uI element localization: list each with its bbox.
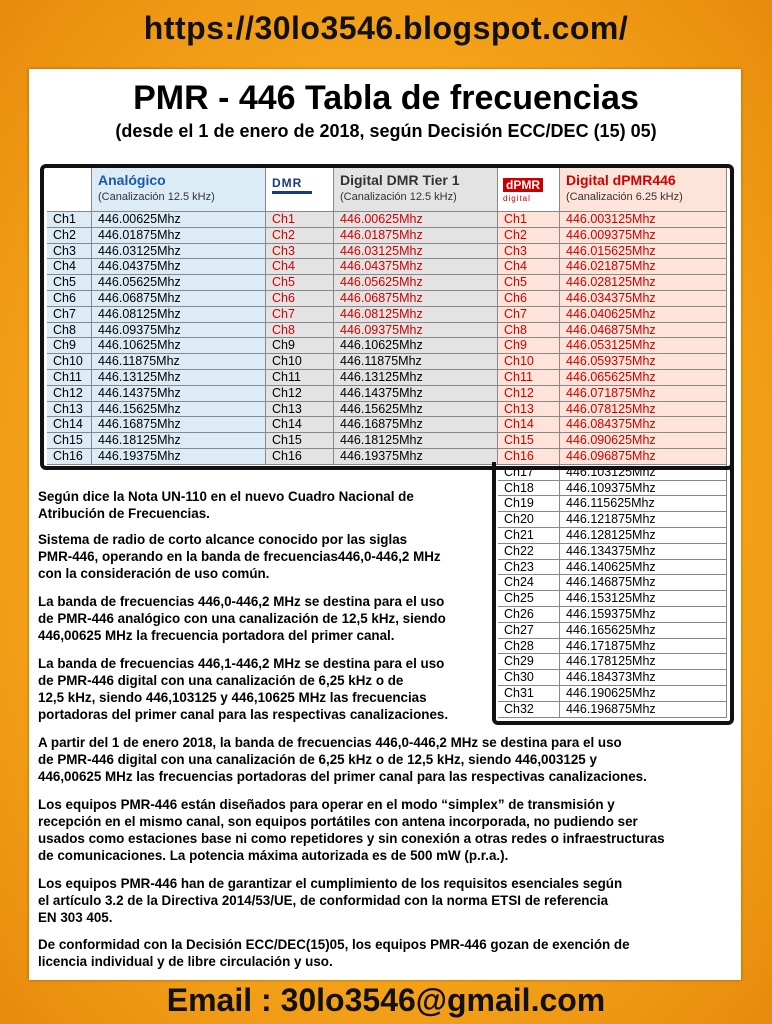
analog-channel: Ch13 bbox=[47, 402, 92, 418]
dmr-channel: Ch5 bbox=[266, 275, 334, 291]
analog-frequency: 446.15625Mhz bbox=[92, 402, 266, 418]
blog-url[interactable]: https://30lo3546.blogspot.com/ bbox=[143, 10, 629, 46]
dmr-frequency: 446.10625Mhz bbox=[334, 338, 498, 354]
dmr-channel: Ch2 bbox=[266, 228, 334, 244]
paragraph-exemption: De conformidad con la Decisión ECC/DEC(15)05, los equipos PMR-446 gozan de exención de licencia individual y de libre circulación y uso. bbox=[38, 937, 630, 969]
dpmr-frequency: 446.190625Mhz bbox=[560, 686, 727, 702]
page-subtitle: (desde el 1 de enero de 2018, según Decisión ECC/DEC (15) 05) bbox=[115, 121, 657, 141]
analog-channel: Ch4 bbox=[47, 259, 92, 275]
dmr-channel: Ch1 bbox=[266, 212, 334, 228]
analog-frequency: 446.05625Mhz bbox=[92, 275, 266, 291]
analog-frequency: 446.00625Mhz bbox=[92, 212, 266, 228]
analog-channel: Ch9 bbox=[47, 338, 92, 354]
dpmr-channel: Ch30 bbox=[498, 670, 560, 686]
dmr-channel: Ch13 bbox=[266, 402, 334, 418]
dpmr-frequency: 446.034375Mhz bbox=[560, 291, 727, 307]
dpmr-channel: Ch26 bbox=[498, 607, 560, 623]
dpmr-frequency: 446.040625Mhz bbox=[560, 307, 727, 323]
header-dmr bbox=[334, 168, 498, 212]
dpmr-frequency: 446.096875Mhz bbox=[560, 449, 727, 465]
paragraph-2018: A partir del 1 de enero 2018, la banda de frecuencias 446,0-446,2 MHz se destina para el uso de PMR-446 digital con una canalización de 6,25 kHz o de 12,5 kHz, siendo 446,003125 y 446,00625 MHz las frecuencias portadoras del primer canal para las respectivas canalizaciones. bbox=[38, 735, 647, 784]
dpmr-channel: Ch21 bbox=[498, 528, 560, 544]
dmr-frequency: 446.19375Mhz bbox=[334, 449, 498, 465]
analog-frequency: 446.11875Mhz bbox=[92, 354, 266, 370]
dpmr-frequency: 446.090625Mhz bbox=[560, 433, 727, 449]
dpmr-frequency: 446.071875Mhz bbox=[560, 386, 727, 402]
dpmr-frequency: 446.196875Mhz bbox=[560, 702, 727, 718]
dpmr-channel: Ch13 bbox=[498, 402, 560, 418]
dmr-frequency: 446.16875Mhz bbox=[334, 417, 498, 433]
dpmr-channel: Ch2 bbox=[498, 228, 560, 244]
dpmr-frequency: 446.184373Mhz bbox=[560, 670, 727, 686]
dmr-channel: Ch4 bbox=[266, 259, 334, 275]
analog-frequency: 446.18125Mhz bbox=[92, 433, 266, 449]
dpmr-channel: Ch25 bbox=[498, 591, 560, 607]
analog-channel: Ch1 bbox=[47, 212, 92, 228]
dpmr-channel: Ch10 bbox=[498, 354, 560, 370]
dpmr-frequency: 446.178125Mhz bbox=[560, 654, 727, 670]
dmr-channel: Ch15 bbox=[266, 433, 334, 449]
dpmr-channel: Ch22 bbox=[498, 544, 560, 560]
dpmr-frequency: 446.109375Mhz bbox=[560, 481, 727, 497]
analog-frequency: 446.06875Mhz bbox=[92, 291, 266, 307]
dpmr-frequency: 446.028125Mhz bbox=[560, 275, 727, 291]
paragraph-analog-band: La banda de frecuencias 446,0-446,2 MHz se destina para el uso de PMR-446 analógico con una canalización de 12,5 kHz, siendo 446,00625 MHz la frecuencia portadora del primer canal. bbox=[38, 594, 446, 643]
dpmr-channel: Ch17 bbox=[498, 465, 560, 481]
dmr-frequency: 446.06875Mhz bbox=[334, 291, 498, 307]
paragraph-note-un110: Según dice la Nota UN-110 en el nuevo Cuadro Nacional de Atribución de Frecuencias. bbox=[38, 489, 414, 521]
dpmr-channel: Ch23 bbox=[498, 560, 560, 576]
analog-channel: Ch8 bbox=[47, 323, 92, 339]
dpmr-frequency: 446.084375Mhz bbox=[560, 417, 727, 433]
header-dpmr-subtitle: (Canalización 6.25 kHz) bbox=[566, 191, 683, 203]
header-analog-title: Analógico bbox=[98, 172, 166, 188]
header-dmr-title: Digital DMR Tier 1 bbox=[340, 172, 460, 188]
analog-channel: Ch14 bbox=[47, 417, 92, 433]
analog-channel: Ch7 bbox=[47, 307, 92, 323]
dpmr-channel: Ch15 bbox=[498, 433, 560, 449]
dmr-frequency: 446.09375Mhz bbox=[334, 323, 498, 339]
dpmr-channel: Ch5 bbox=[498, 275, 560, 291]
analog-frequency: 446.03125Mhz bbox=[92, 244, 266, 260]
dmr-frequency: 446.11875Mhz bbox=[334, 354, 498, 370]
analog-channel: Ch2 bbox=[47, 228, 92, 244]
dpmr-channel: Ch12 bbox=[498, 386, 560, 402]
analog-frequency: 446.10625Mhz bbox=[92, 338, 266, 354]
dpmr-channel: Ch32 bbox=[498, 702, 560, 718]
dmr-channel: Ch9 bbox=[266, 338, 334, 354]
dpmr-channel: Ch7 bbox=[498, 307, 560, 323]
analog-channel: Ch6 bbox=[47, 291, 92, 307]
dpmr-frequency: 446.159375Mhz bbox=[560, 607, 727, 623]
paragraph-system: Sistema de radio de corto alcance conocido por las siglas PMR-446, operando en la banda de frecuencias446,0-446,2 MHz con la consideración de uso común. bbox=[38, 532, 441, 581]
dpmr-frequency: 446.121875Mhz bbox=[560, 512, 727, 528]
dmr-frequency: 446.00625Mhz bbox=[334, 212, 498, 228]
header-dpmr-logo-cell bbox=[498, 168, 560, 212]
header-dpmr-title: Digital dPMR446 bbox=[566, 172, 676, 188]
dpmr-frequency: 446.146875Mhz bbox=[560, 575, 727, 591]
paragraph-directive: Los equipos PMR-446 han de garantizar el cumplimiento de los requisitos esenciales según el artículo 3.2 de la Directiva 2014/53/UE, de conformidad con la norma ETSI de referencia EN 303 405. bbox=[38, 876, 623, 925]
dpmr-frequency: 446.165625Mhz bbox=[560, 623, 727, 639]
dmr-channel: Ch11 bbox=[266, 370, 334, 386]
analog-frequency: 446.01875Mhz bbox=[92, 228, 266, 244]
dpmr-frequency: 446.171875Mhz bbox=[560, 639, 727, 655]
dpmr-frequency: 446.059375Mhz bbox=[560, 354, 727, 370]
dpmr-channel: Ch24 bbox=[498, 575, 560, 591]
dmr-channel: Ch7 bbox=[266, 307, 334, 323]
dpmr-frequency: 446.009375Mhz bbox=[560, 228, 727, 244]
dpmr-channel: Ch4 bbox=[498, 259, 560, 275]
dmr-frequency: 446.13125Mhz bbox=[334, 370, 498, 386]
dmr-frequency: 446.03125Mhz bbox=[334, 244, 498, 260]
dpmr-frequency: 446.078125Mhz bbox=[560, 402, 727, 418]
dpmr-channel: Ch18 bbox=[498, 481, 560, 497]
dpmr-channel: Ch28 bbox=[498, 639, 560, 655]
analog-channel: Ch11 bbox=[47, 370, 92, 386]
analog-frequency: 446.13125Mhz bbox=[92, 370, 266, 386]
analog-channel: Ch3 bbox=[47, 244, 92, 260]
dmr-frequency: 446.05625Mhz bbox=[334, 275, 498, 291]
header-analog-subtitle: (Canalización 12.5 kHz) bbox=[98, 191, 215, 203]
dmr-frequency: 446.08125Mhz bbox=[334, 307, 498, 323]
dpmr-channel: Ch8 bbox=[498, 323, 560, 339]
dmr-logo: DMR bbox=[272, 176, 312, 194]
dpmr-channel: Ch14 bbox=[498, 417, 560, 433]
dpmr-channel: Ch16 bbox=[498, 449, 560, 465]
dpmr-frequency: 446.140625Mhz bbox=[560, 560, 727, 576]
dpmr-frequency: 446.115625Mhz bbox=[560, 496, 727, 512]
dpmr-frequency: 446.153125Mhz bbox=[560, 591, 727, 607]
header-channel-column bbox=[47, 168, 92, 212]
dpmr-frequency: 446.046875Mhz bbox=[560, 323, 727, 339]
dmr-frequency: 446.14375Mhz bbox=[334, 386, 498, 402]
dpmr-logo: dPMR digital bbox=[503, 176, 553, 203]
dpmr-channel: Ch20 bbox=[498, 512, 560, 528]
dpmr-channel: Ch11 bbox=[498, 370, 560, 386]
dmr-channel: Ch3 bbox=[266, 244, 334, 260]
dpmr-channel: Ch3 bbox=[498, 244, 560, 260]
dpmr-channel: Ch6 bbox=[498, 291, 560, 307]
dpmr-channel: Ch9 bbox=[498, 338, 560, 354]
dpmr-frequency: 446.103125Mhz bbox=[560, 465, 727, 481]
header-dmr-subtitle: (Canalización 12.5 kHz) bbox=[340, 191, 457, 203]
dmr-channel: Ch10 bbox=[266, 354, 334, 370]
dmr-channel: Ch16 bbox=[266, 449, 334, 465]
dmr-channel: Ch12 bbox=[266, 386, 334, 402]
dpmr-channel: Ch27 bbox=[498, 623, 560, 639]
dpmr-frequency: 446.015625Mhz bbox=[560, 244, 727, 260]
dpmr-frequency: 446.065625Mhz bbox=[560, 370, 727, 386]
analog-channel: Ch10 bbox=[47, 354, 92, 370]
dmr-channel: Ch8 bbox=[266, 323, 334, 339]
page-title: PMR - 446 Tabla de frecuencias bbox=[133, 79, 639, 117]
header-dmr-logo-cell bbox=[266, 168, 334, 212]
analog-frequency: 446.16875Mhz bbox=[92, 417, 266, 433]
dmr-channel: Ch6 bbox=[266, 291, 334, 307]
analog-frequency: 446.09375Mhz bbox=[92, 323, 266, 339]
paragraph-digital-band: La banda de frecuencias 446,1-446,2 MHz se destina para el uso de PMR-446 digital con una canalización de 6,25 kHz o de 12,5 kHz, siendo 446,103125 y 446,10625 MHz las frecuencias portadoras del primer canal para las respectivas canalizaciones. bbox=[38, 656, 449, 722]
analog-frequency: 446.14375Mhz bbox=[92, 386, 266, 402]
dmr-frequency: 446.18125Mhz bbox=[334, 433, 498, 449]
dpmr-frequency: 446.128125Mhz bbox=[560, 528, 727, 544]
dmr-frequency: 446.04375Mhz bbox=[334, 259, 498, 275]
dpmr-frequency: 446.134375Mhz bbox=[560, 544, 727, 560]
analog-frequency: 446.08125Mhz bbox=[92, 307, 266, 323]
dpmr-frequency: 446.053125Mhz bbox=[560, 338, 727, 354]
analog-channel: Ch16 bbox=[47, 449, 92, 465]
dpmr-frequency: 446.003125Mhz bbox=[560, 212, 727, 228]
dpmr-channel: Ch31 bbox=[498, 686, 560, 702]
dpmr-frequency: 446.021875Mhz bbox=[560, 259, 727, 275]
dpmr-channel: Ch29 bbox=[498, 654, 560, 670]
dpmr-channel: Ch19 bbox=[498, 496, 560, 512]
dmr-frequency: 446.15625Mhz bbox=[334, 402, 498, 418]
dmr-channel: Ch14 bbox=[266, 417, 334, 433]
analog-frequency: 446.19375Mhz bbox=[92, 449, 266, 465]
dmr-frequency: 446.01875Mhz bbox=[334, 228, 498, 244]
contact-email[interactable]: Email : 30lo3546@gmail.com bbox=[166, 982, 606, 1018]
header-analog bbox=[92, 168, 266, 212]
analog-frequency: 446.04375Mhz bbox=[92, 259, 266, 275]
analog-channel: Ch12 bbox=[47, 386, 92, 402]
paragraph-simplex: Los equipos PMR-446 están diseñados para operar en el modo “simplex” de transmisión y recepción en el mismo canal, son equipos portátiles con antena incorporada, no pudiendo ser usados como estaciones base ni como repetidores y sin conexión a otras redes o infraestructuras de comunicaciones. La potencia máxima autorizada es de 500 mW (p.r.a.). bbox=[38, 797, 665, 863]
analog-channel: Ch15 bbox=[47, 433, 92, 449]
analog-channel: Ch5 bbox=[47, 275, 92, 291]
dpmr-channel: Ch1 bbox=[498, 212, 560, 228]
header-dpmr bbox=[560, 168, 727, 212]
